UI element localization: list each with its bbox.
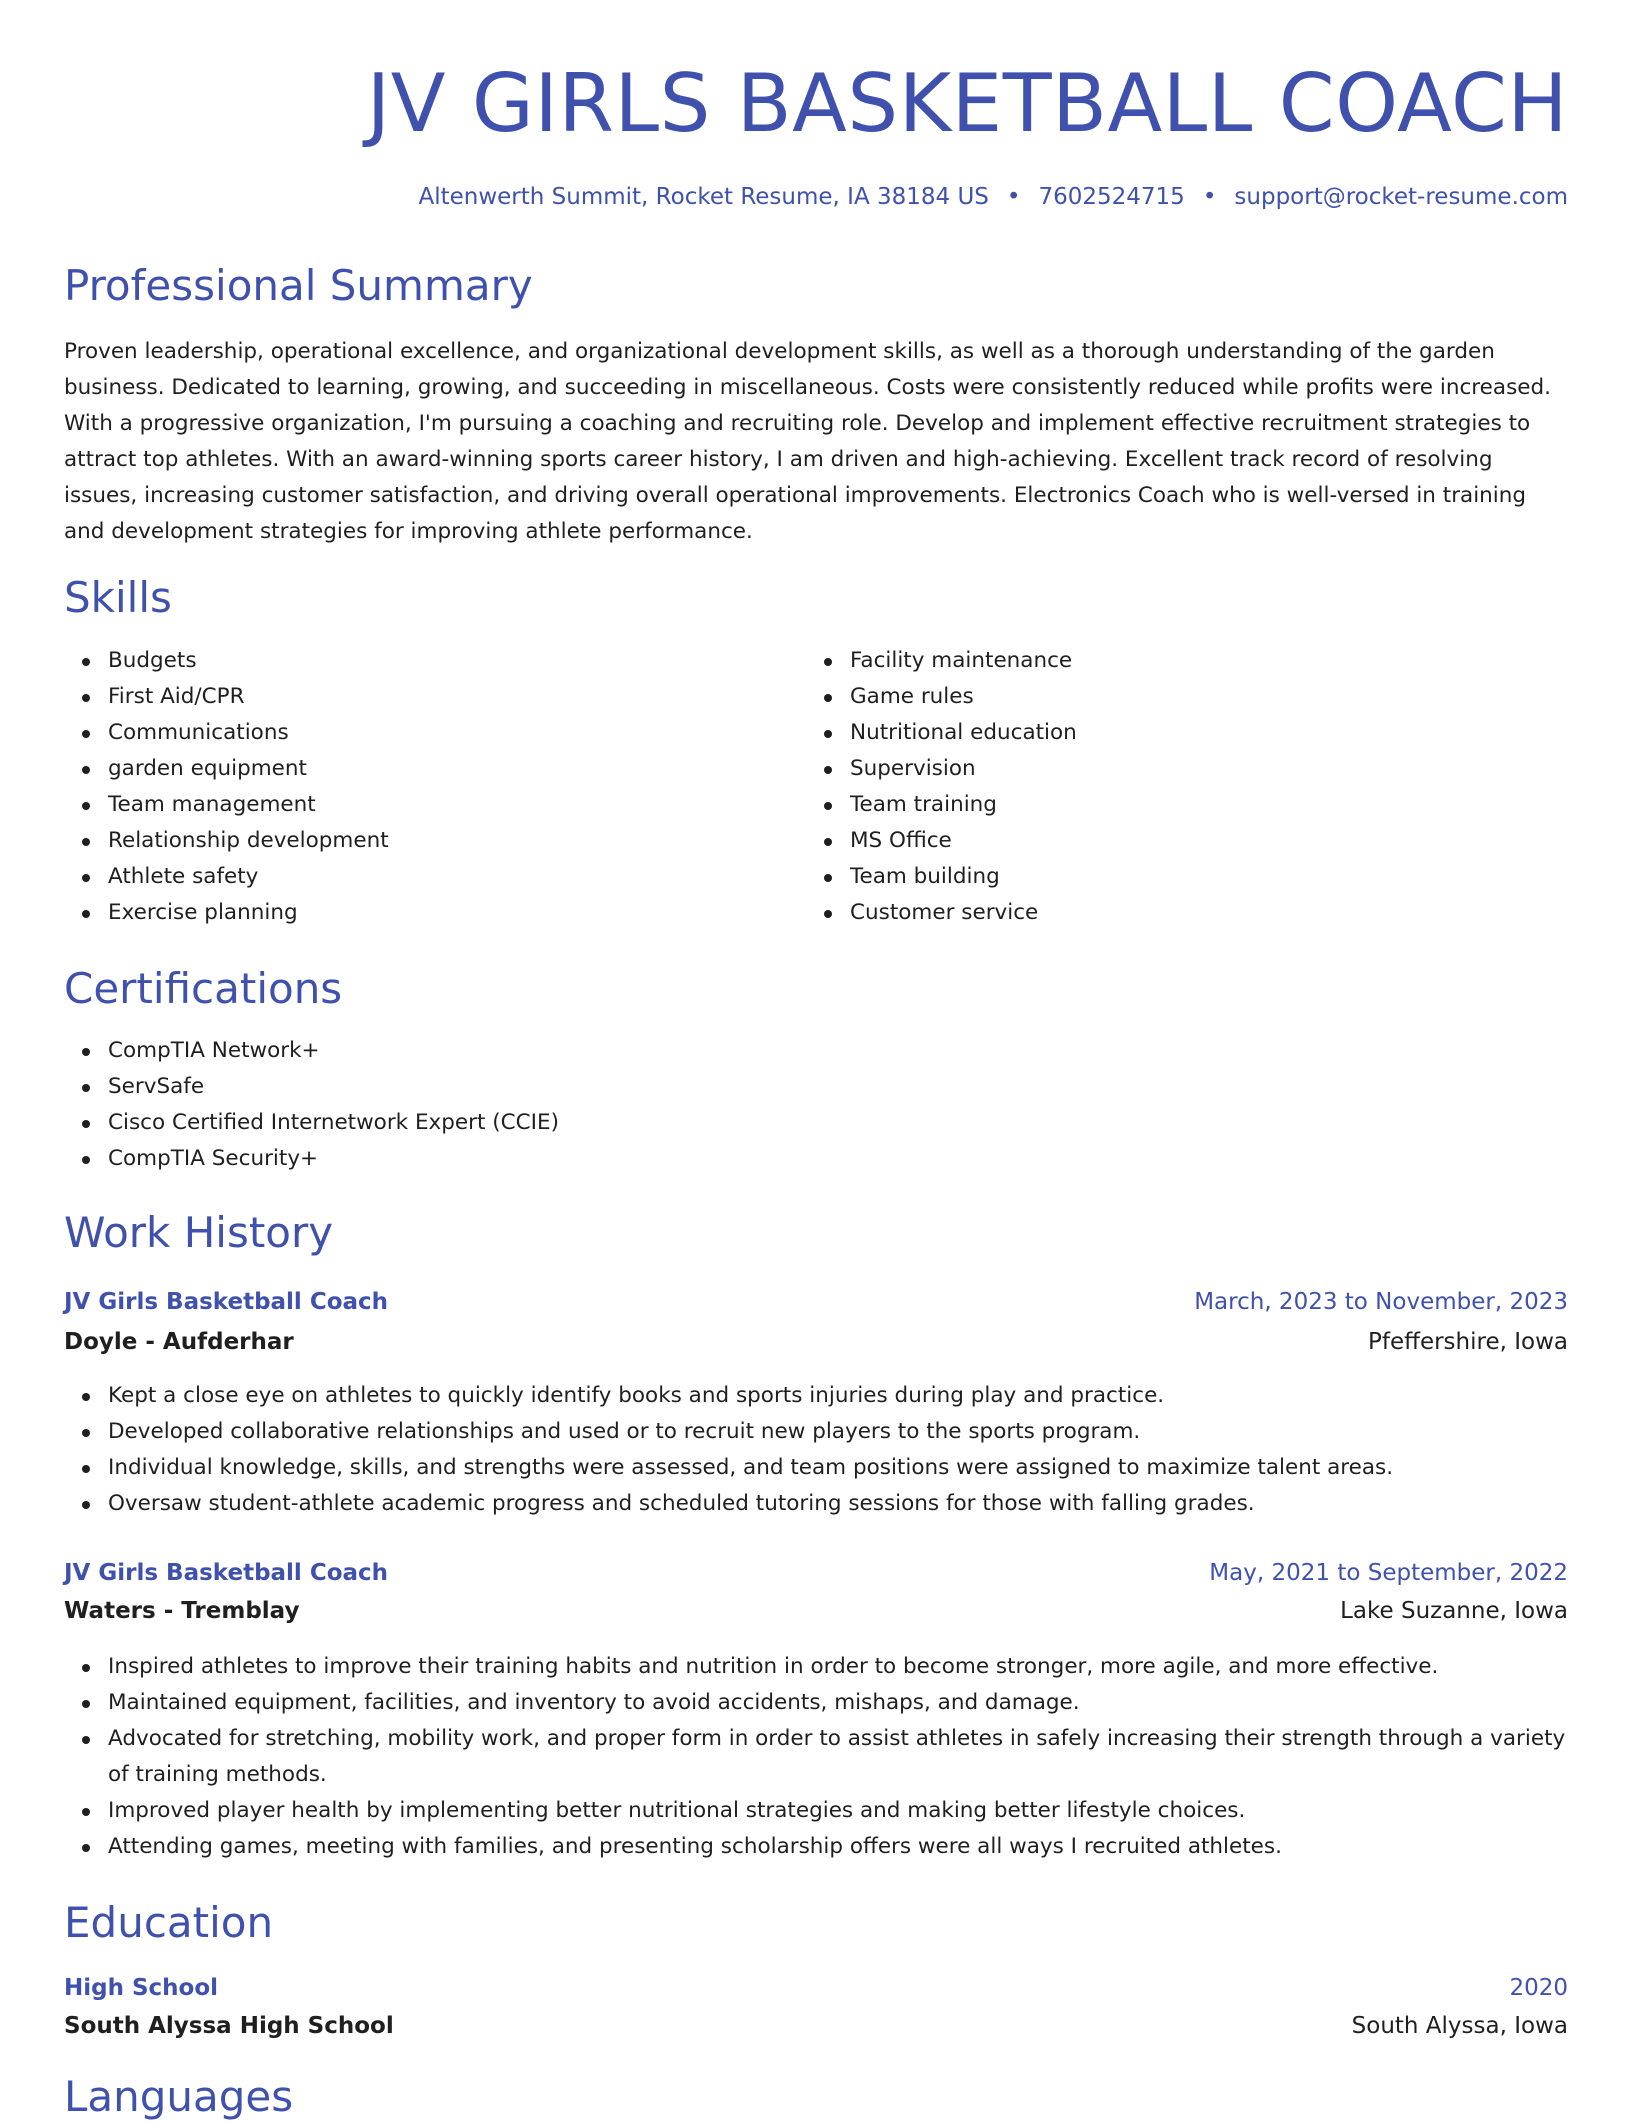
job-bullet: Maintained equipment, facilities, and inventory to avoid accidents, mishaps, and damage. bbox=[108, 1685, 1568, 1721]
skills-heading: Skills bbox=[64, 573, 172, 622]
skill-item: First Aid/CPR bbox=[108, 679, 389, 715]
skill-item: Athlete safety bbox=[108, 859, 389, 895]
skills-list-left bbox=[64, 643, 389, 931]
contact-email[interactable]: support@rocket-resume.com bbox=[1234, 184, 1568, 210]
skills-list-right bbox=[806, 643, 1077, 931]
education-heading: Education bbox=[64, 1898, 274, 1947]
job-title: JV Girls Basketball Coach bbox=[64, 1560, 389, 1586]
job-company: Waters - Tremblay bbox=[64, 1598, 300, 1624]
contact-address: Altenwerth Summit, Rocket Resume, IA 38184 US bbox=[418, 184, 989, 210]
job-bullet: Advocated for stretching, mobility work, and proper form in order to assist athletes in safely increasing their strength through a variety of training methods. bbox=[108, 1721, 1568, 1793]
skill-item: Communications bbox=[108, 715, 389, 751]
skill-item: MS Office bbox=[850, 823, 1077, 859]
job-dates: May, 2021 to September, 2022 bbox=[1209, 1560, 1568, 1586]
job-bullet: Attending games, meeting with families, and presenting scholarship offers were all ways I recruited athletes. bbox=[108, 1829, 1568, 1865]
job-title: JV Girls Basketball Coach bbox=[64, 1289, 389, 1315]
certification-item: CompTIA Network+ bbox=[108, 1033, 559, 1069]
skill-item: Customer service bbox=[850, 895, 1077, 931]
skill-item: Exercise planning bbox=[108, 895, 389, 931]
skill-item: garden equipment bbox=[108, 751, 389, 787]
work-history-heading: Work History bbox=[64, 1208, 334, 1257]
education-degree: High School bbox=[64, 1975, 219, 2001]
skill-item: Budgets bbox=[108, 643, 389, 679]
skill-item: Team training bbox=[850, 787, 1077, 823]
skill-item: Facility maintenance bbox=[850, 643, 1077, 679]
skill-item: Relationship development bbox=[108, 823, 389, 859]
job-bullet: Individual knowledge, skills, and strengths were assessed, and team positions were assigned to maximize talent areas. bbox=[108, 1450, 1568, 1486]
certification-item: Cisco Certified Internetwork Expert (CCIE) bbox=[108, 1105, 559, 1141]
job-company: Doyle - Aufderhar bbox=[64, 1329, 294, 1355]
contact-separator: • bbox=[1006, 184, 1021, 210]
job-bullet: Kept a close eye on athletes to quickly identify books and sports injuries during play and practice. bbox=[108, 1378, 1568, 1414]
job-location: Pfeffershire, Iowa bbox=[1367, 1329, 1568, 1355]
certifications-heading: Certifications bbox=[64, 964, 343, 1013]
education-year: 2020 bbox=[1509, 1975, 1568, 2001]
languages-heading: Languages bbox=[64, 2072, 294, 2121]
certification-item: CompTIA Security+ bbox=[108, 1141, 559, 1177]
job-bullets bbox=[64, 1378, 1568, 1522]
job-bullet: Oversaw student-athlete academic progress and scheduled tutoring sessions for those with falling grades. bbox=[108, 1486, 1568, 1522]
certifications-list bbox=[64, 1033, 559, 1177]
job-bullet: Inspired athletes to improve their training habits and nutrition in order to become stronger, more agile, and more effective. bbox=[108, 1649, 1568, 1685]
job-bullet: Improved player health by implementing better nutritional strategies and making better lifestyle choices. bbox=[108, 1793, 1568, 1829]
skill-item: Team management bbox=[108, 787, 389, 823]
contact-line bbox=[418, 182, 1568, 212]
skill-item: Nutritional education bbox=[850, 715, 1077, 751]
job-bullets bbox=[64, 1649, 1568, 1865]
skill-item: Game rules bbox=[850, 679, 1077, 715]
job-bullet: Developed collaborative relationships and used or to recruit new players to the sports program. bbox=[108, 1414, 1568, 1450]
job-location: Lake Suzanne, Iowa bbox=[1340, 1598, 1568, 1624]
summary-heading: Professional Summary bbox=[64, 261, 533, 310]
summary-text: Proven leadership, operational excellence, and organizational development skills, as well as a thorough understanding of the garden business. Dedicated to learning, growing, and succeeding in miscellaneous. Costs were consistently reduced while profits were increased. With a progressive organization, I'm pursuing a coaching and recruiting role. Develop and implement effective recruitment strategies to attract top athletes. With an award-winning sports career history, I am driven and high-achieving. Excellent track record of resolving issues, increasing customer satisfaction, and driving overall operational improvements. Electronics Coach who is well-versed in training and development strategies for improving athlete performance. bbox=[64, 339, 1551, 544]
skill-item: Supervision bbox=[850, 751, 1077, 787]
contact-phone[interactable]: 7602524715 bbox=[1038, 184, 1185, 210]
skill-item: Team building bbox=[850, 859, 1077, 895]
contact-separator: • bbox=[1202, 184, 1217, 210]
certification-item: ServSafe bbox=[108, 1069, 559, 1105]
education-location: South Alyssa, Iowa bbox=[1351, 2013, 1568, 2039]
resume-title: JV GIRLS BASKETBALL COACH bbox=[366, 57, 1568, 150]
education-school: South Alyssa High School bbox=[64, 2013, 394, 2039]
job-dates: March, 2023 to November, 2023 bbox=[1194, 1289, 1568, 1315]
